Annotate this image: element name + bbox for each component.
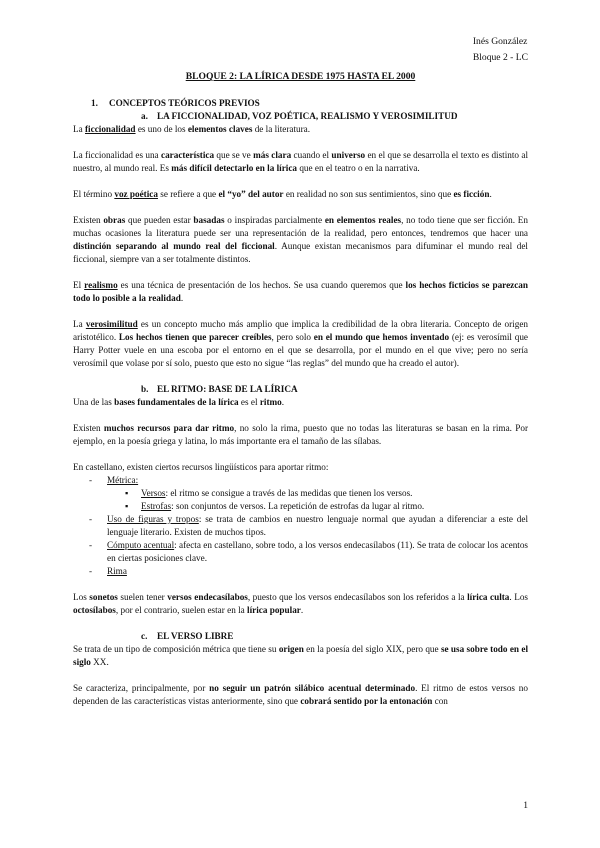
paragraph-ficcionalidad: La ficcionalidad es uno de los elementos claves de la literatura. bbox=[73, 124, 311, 134]
square-bullet: ▪ bbox=[125, 501, 129, 511]
paragraph-caracteristica: La ficcionalidad es una característica que se ve más clara cuando el universo en el que se desarrolla el texto es distinto al nuestro, al mundo real. Es más difícil detectarlo en la lírica que en el teatro o en la narrativa. bbox=[73, 150, 528, 173]
paragraph-realismo: El realismo es una técnica de presentación de los hechos. Se usa cuando queremos que los hechos ficticios se parezcan todo lo posible a la realidad. bbox=[73, 280, 529, 303]
paragraph-obras: Existen obras que pueden estar basadas o inspiradas parcialmente en elementos reales, no todo tiene que ser ficción. En muchas ocasiones la literatura puede ser una representación de la realidad, pero entonces, tendremos que hacer una distinción separando al mundo real del ficcional. Aunque existan mecanismos para difuminar el mundo real del ficcional, siempre van a ser totalmente distintos. bbox=[73, 215, 528, 264]
paragraph-sonetos: Los sonetos suelen tener versos endecasílabos, puesto que los versos endecasílabos son los referidos a la lírica culta. Los octosílabos, por el contrario, suelen estar en la lírica popular. bbox=[73, 592, 528, 615]
section-number: 1. bbox=[91, 98, 98, 108]
square-bullet: ▪ bbox=[125, 488, 129, 498]
document-title: BLOQUE 2: LA LÍRICA DESDE 1975 HASTA EL 2000 bbox=[185, 71, 416, 82]
list-item: - Uso de figuras y tropos: se trata de cambios en nuestro lenguaje normal que ayudan a diferenciar a este del lenguaje literario. Existen de muchos tipos. bbox=[89, 514, 528, 537]
dash-bullet: - bbox=[89, 514, 93, 524]
list-item: - Rima bbox=[89, 566, 127, 576]
dash-bullet: - bbox=[89, 540, 93, 550]
list-item: - Cómputo acentual: afecta en castellano, sobre todo, a los versos endecasílabos (11). Se trata de colocar los acentos en ciertas posiciones clave. bbox=[89, 540, 529, 563]
paragraph-recursos: Existen muchos recursos para dar ritmo, no solo la rima, puesto que no todas las literaturas se basan en la rima. Por ejemplo, en la poesía griega y latina, lo más importante era el tamaño de las sílabas. bbox=[73, 423, 528, 446]
subsection-number: b. bbox=[141, 384, 149, 394]
paragraph-ritmo: Una de las bases fundamentales de la lírica es el ritmo. bbox=[73, 397, 285, 407]
page-number: 1 bbox=[523, 800, 528, 811]
rhythm-resources-list bbox=[73, 474, 528, 578]
subsection-title: EL RITMO: BASE DE LA LÍRICA bbox=[157, 384, 298, 394]
dash-bullet: - bbox=[89, 566, 93, 576]
header-author: Inés González bbox=[472, 36, 528, 47]
list-item: ▪ Estrofas: son conjuntos de versos. La repetición de estrofas da lugar al ritmo. bbox=[125, 501, 425, 511]
section-title: CONCEPTOS TEÓRICOS PREVIOS bbox=[109, 98, 260, 108]
document-body bbox=[73, 70, 528, 721]
subsection-number: a. bbox=[141, 111, 148, 121]
subsection-title: LA FICCIONALIDAD, VOZ POÉTICA, REALISMO Y VEROSIMILITUD bbox=[157, 111, 458, 121]
subsection-heading-a bbox=[141, 110, 528, 123]
dash-bullet: - bbox=[89, 475, 93, 485]
paragraph-verosimilitud: La verosimilitud es un concepto mucho más amplio que implica la credibilidad de la obra literaria. Concepto de origen aristotélico. Los hechos tienen que parecer creíbles, pero solo en el mundo que hemos inventado (ej: es verosímil que Harry Potter vuele en una escoba por el entorno en el que se desarrolla, por el mundo en el que vive; pero no sería verosímil que volase por sí solo, puesto que esto no sigue “las reglas” del mundo que ha creado el autor). bbox=[73, 319, 528, 368]
header-subject: Bloque 2 - LC bbox=[472, 52, 528, 63]
subsection-number: c. bbox=[141, 631, 148, 641]
page-header bbox=[473, 34, 528, 66]
paragraph-voz-poetica: El término voz poética se refiere a que el “yo” del autor en realidad no son sus sentimientos, sino que es ficción. bbox=[73, 189, 492, 199]
list-item: - Métrica: bbox=[89, 475, 139, 485]
paragraph-verso-libre-caracteristicas: Se caracteriza, principalmente, por no seguir un patrón silábico acentual determinado. El ritmo de estos versos no dependen de las características vistas anteriormente, sino que cobrará sentido por la entonación con bbox=[73, 683, 528, 706]
paragraph-verso-libre-origen: Se trata de un tipo de composición métrica que tiene su origen en la poesía del siglo XIX, pero que se usa sobre todo en el siglo XX. bbox=[73, 644, 528, 667]
paragraph-castellano: En castellano, existen ciertos recursos lingüísticos para aportar ritmo: bbox=[73, 462, 329, 472]
subsection-heading-b bbox=[141, 383, 528, 396]
section-heading-1 bbox=[91, 97, 528, 110]
subsection-heading-c bbox=[141, 630, 528, 643]
subsection-title: EL VERSO LIBRE bbox=[157, 631, 234, 641]
list-item: ▪ Versos: el ritmo se consigue a través de las medidas que tienen los versos. bbox=[125, 488, 413, 498]
